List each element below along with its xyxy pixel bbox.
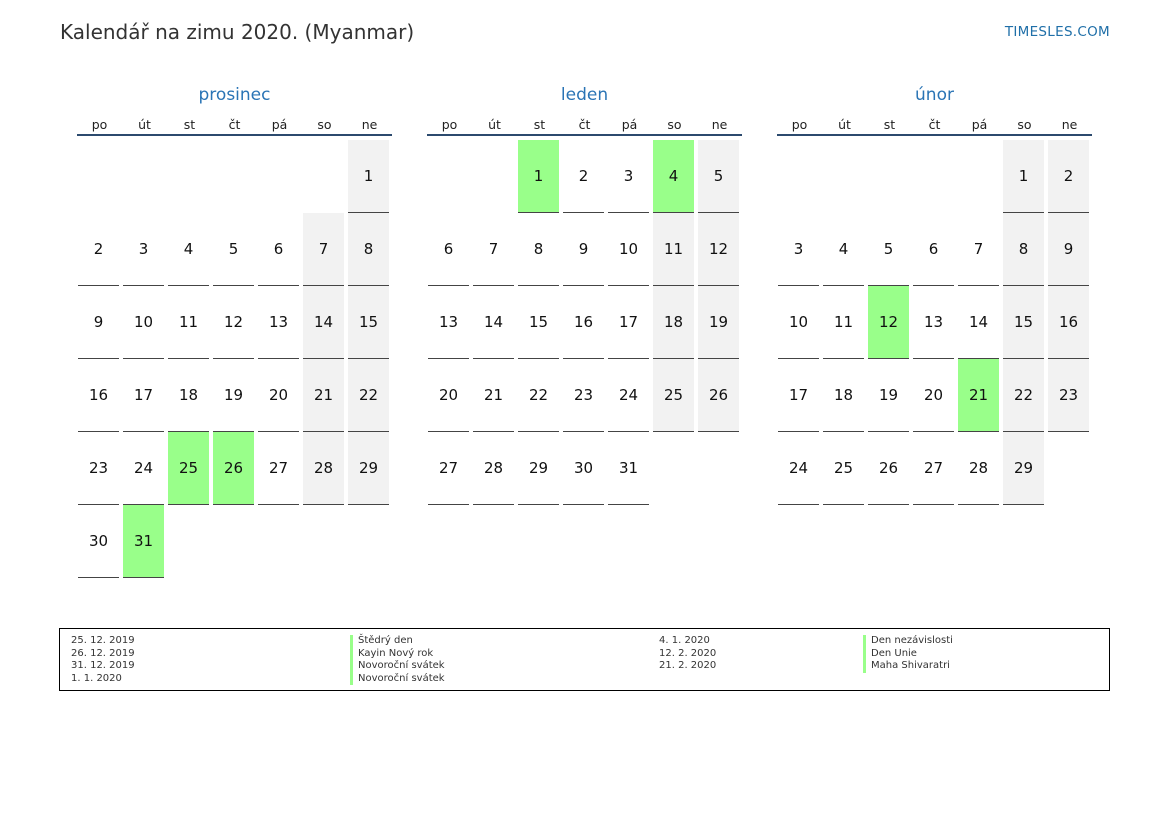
day-cell[interactable] [257,432,302,505]
day-number: 14 [473,286,514,359]
day-number: 5 [698,140,739,213]
empty-cell [122,140,167,213]
weekday-label: čt [228,117,241,132]
day-cell[interactable] [167,359,212,432]
empty-cell [427,140,472,213]
day-cell[interactable] [822,286,867,359]
day-cell[interactable] [122,432,167,505]
day-number: 2 [1048,140,1089,213]
day-number: 12 [868,286,909,359]
day-cell[interactable] [607,359,652,432]
day-cell[interactable] [122,359,167,432]
day-cell[interactable] [427,213,472,286]
day-number: 24 [608,359,649,432]
day-cell[interactable] [867,359,912,432]
day-cell[interactable] [1002,140,1047,213]
day-number: 16 [563,286,604,359]
day-number: 8 [348,213,389,286]
holiday-day-cell[interactable] [517,140,562,213]
legend-names-left [350,635,445,685]
day-number: 18 [653,286,694,359]
day-cell[interactable] [957,286,1002,359]
day-number: 3 [608,140,649,213]
day-number: 18 [823,359,864,432]
day-number: 8 [1003,213,1044,286]
day-number: 29 [1003,432,1044,505]
day-number: 5 [213,213,254,286]
day-cell[interactable] [777,213,822,286]
day-number: 10 [608,213,649,286]
month-calendar [77,84,392,578]
day-number: 15 [1003,286,1044,359]
day-cell[interactable] [212,359,257,432]
day-cell[interactable] [697,140,742,213]
day-cell[interactable] [822,432,867,505]
day-number: 6 [913,213,954,286]
day-cell[interactable] [77,213,122,286]
month-calendar [777,84,1092,505]
day-cell[interactable] [607,286,652,359]
day-cell[interactable] [472,286,517,359]
day-number: 1 [348,140,389,213]
empty-cell [212,140,257,213]
day-number: 14 [303,286,344,359]
day-cell[interactable] [607,213,652,286]
day-cell[interactable] [167,213,212,286]
day-number: 7 [473,213,514,286]
day-cell[interactable] [517,213,562,286]
day-number: 17 [778,359,819,432]
page-title: Kalendář na zimu 2020. (Myanmar) [60,20,415,44]
day-cell[interactable] [472,432,517,505]
day-number: 28 [303,432,344,505]
weekday-header [777,108,1092,136]
legend-date: 31. 12. 2019 [71,660,135,671]
day-number: 11 [653,213,694,286]
day-number: 22 [518,359,559,432]
day-cell[interactable] [257,286,302,359]
weekday-label: út [488,117,501,132]
legend-dates-left [71,635,135,685]
weekday-label: ne [361,117,378,132]
day-number: 7 [303,213,344,286]
empty-cell [867,140,912,213]
weekday-header [427,108,742,136]
day-number: 30 [563,432,604,505]
day-number: 27 [428,432,469,505]
day-number: 11 [168,286,209,359]
day-cell[interactable] [1047,213,1092,286]
day-grid [77,140,392,578]
weekday-label: po [791,117,808,132]
month-title: leden [560,85,609,105]
day-cell[interactable] [302,359,347,432]
day-cell[interactable] [867,432,912,505]
day-number: 21 [958,359,999,432]
day-number: 25 [168,432,209,505]
day-cell[interactable] [652,286,697,359]
day-number: 26 [698,359,739,432]
day-cell[interactable] [257,359,302,432]
day-cell[interactable] [517,286,562,359]
legend-dates-right [659,635,716,673]
day-cell[interactable] [347,286,392,359]
legend-date: 12. 2. 2020 [659,647,717,659]
day-number: 9 [563,213,604,286]
day-number: 30 [78,505,119,578]
day-number: 20 [428,359,469,432]
day-number: 26 [868,432,909,505]
day-number: 22 [348,359,389,432]
holiday-day-cell[interactable] [167,432,212,505]
day-number: 10 [123,286,164,359]
month-calendar [427,84,742,505]
day-cell[interactable] [347,213,392,286]
day-cell[interactable] [777,286,822,359]
holiday-legend [59,628,1110,691]
day-number: 19 [213,359,254,432]
weekday-header [77,108,392,136]
day-cell[interactable] [957,432,1002,505]
weekday-label: út [138,117,151,132]
day-number: 12 [213,286,254,359]
site-link[interactable]: TIMESLES.COM [1004,24,1110,40]
day-number: 14 [958,286,999,359]
day-number: 9 [78,286,119,359]
month-title: prosinec [198,85,271,105]
day-number: 25 [653,359,694,432]
legend-holiday-name: Novoroční svátek [350,660,445,673]
weekday-label: pá [621,117,638,132]
weekday-label: ne [711,117,728,132]
day-cell[interactable] [212,213,257,286]
day-number: 23 [563,359,604,432]
day-cell[interactable] [302,213,347,286]
day-number: 24 [123,432,164,505]
day-cell[interactable] [167,286,212,359]
empty-cell [257,140,302,213]
day-cell[interactable] [257,213,302,286]
day-number: 1 [1003,140,1044,213]
day-cell[interactable] [472,213,517,286]
day-cell[interactable] [697,359,742,432]
day-cell[interactable] [912,359,957,432]
day-cell[interactable] [347,359,392,432]
holiday-day-cell[interactable] [212,432,257,505]
day-number: 21 [303,359,344,432]
day-number: 29 [518,432,559,505]
day-number: 13 [913,286,954,359]
day-number: 25 [823,432,864,505]
holiday-day-cell[interactable] [957,359,1002,432]
legend-holiday-name: Novoroční svátek [350,673,445,686]
day-number: 20 [913,359,954,432]
day-cell[interactable] [347,432,392,505]
day-number: 2 [78,213,119,286]
legend-date: 25. 12. 2019 [71,635,135,646]
day-number: 22 [1003,359,1044,432]
day-cell[interactable] [1002,213,1047,286]
holiday-day-cell[interactable] [867,286,912,359]
legend-date: 26. 12. 2019 [71,647,135,659]
weekday-label: po [91,117,108,132]
legend-date: 4. 1. 2020 [659,635,710,646]
empty-cell [302,140,347,213]
day-number: 20 [258,359,299,432]
day-cell[interactable] [427,432,472,505]
weekday-label: čt [928,117,941,132]
empty-cell [472,140,517,213]
day-number: 3 [778,213,819,286]
day-cell[interactable] [697,213,742,286]
day-cell[interactable] [1002,432,1047,505]
holiday-day-cell[interactable] [652,140,697,213]
day-number: 13 [258,286,299,359]
month-title: únor [915,85,954,105]
empty-cell [167,140,212,213]
weekday-label: út [838,117,851,132]
day-cell[interactable] [472,359,517,432]
weekday-label: pá [271,117,288,132]
day-cell[interactable] [912,286,957,359]
weekday-label: so [1017,117,1032,132]
day-number: 10 [778,286,819,359]
day-cell[interactable] [1002,286,1047,359]
day-number: 5 [868,213,909,286]
day-cell[interactable] [77,286,122,359]
day-cell[interactable] [777,359,822,432]
weekday-label: so [317,117,332,132]
weekday-label: ne [1061,117,1078,132]
day-cell[interactable] [302,432,347,505]
day-cell[interactable] [1002,359,1047,432]
legend-holiday-name: Den nezávislosti [863,635,953,648]
day-cell[interactable] [1047,140,1092,213]
weekday-label: pá [971,117,988,132]
day-cell[interactable] [427,286,472,359]
day-cell[interactable] [912,213,957,286]
legend-holiday-name: Kayin Nový rok [350,648,445,661]
day-cell[interactable] [1047,359,1092,432]
day-number: 27 [913,432,954,505]
day-number: 27 [258,432,299,505]
empty-cell [912,140,957,213]
day-number: 24 [778,432,819,505]
day-number: 15 [348,286,389,359]
day-number: 1 [518,140,559,213]
day-cell[interactable] [212,286,257,359]
weekday-label: st [533,117,546,132]
empty-cell [777,140,822,213]
day-number: 23 [78,432,119,505]
day-cell[interactable] [777,432,822,505]
weekday-label: st [183,117,196,132]
day-number: 18 [168,359,209,432]
day-number: 9 [1048,213,1089,286]
day-number: 4 [653,140,694,213]
empty-cell [77,140,122,213]
day-number: 31 [608,432,649,505]
day-number: 6 [428,213,469,286]
day-cell[interactable] [77,432,122,505]
weekday-label: st [883,117,896,132]
day-cell[interactable] [122,213,167,286]
day-number: 4 [168,213,209,286]
empty-cell [822,140,867,213]
legend-names-right [863,635,953,673]
day-cell[interactable] [562,359,607,432]
day-grid [427,140,742,505]
day-cell[interactable] [957,213,1002,286]
day-cell[interactable] [607,432,652,505]
day-number: 19 [698,286,739,359]
legend-date: 21. 2. 2020 [659,660,717,671]
day-cell[interactable] [562,140,607,213]
day-number: 12 [698,213,739,286]
day-cell[interactable] [912,432,957,505]
day-number: 15 [518,286,559,359]
holiday-day-cell[interactable] [122,505,167,578]
day-cell[interactable] [822,213,867,286]
legend-holiday-name: Maha Shivaratri [863,660,953,673]
day-number: 3 [123,213,164,286]
day-cell[interactable] [607,140,652,213]
day-cell[interactable] [867,213,912,286]
day-number: 17 [123,359,164,432]
legend-holiday-name: Den Unie [863,648,953,661]
day-number: 31 [123,505,164,578]
day-cell[interactable] [697,286,742,359]
day-grid [777,140,1092,505]
day-number: 26 [213,432,254,505]
day-cell[interactable] [517,432,562,505]
day-cell[interactable] [562,213,607,286]
day-number: 4 [823,213,864,286]
day-number: 11 [823,286,864,359]
day-number: 28 [473,432,514,505]
day-number: 17 [608,286,649,359]
day-number: 2 [563,140,604,213]
day-cell[interactable] [77,359,122,432]
day-number: 28 [958,432,999,505]
day-number: 16 [78,359,119,432]
day-number: 29 [348,432,389,505]
day-number: 13 [428,286,469,359]
day-cell[interactable] [652,359,697,432]
day-cell[interactable] [562,432,607,505]
empty-cell [957,140,1002,213]
day-cell[interactable] [1047,286,1092,359]
day-cell[interactable] [517,359,562,432]
day-cell[interactable] [77,505,122,578]
legend-holiday-name: Štědrý den [350,635,445,648]
day-number: 19 [868,359,909,432]
day-cell[interactable] [562,286,607,359]
day-number: 16 [1048,286,1089,359]
day-cell[interactable] [122,286,167,359]
day-cell[interactable] [302,286,347,359]
day-number: 6 [258,213,299,286]
day-cell[interactable] [347,140,392,213]
day-number: 7 [958,213,999,286]
day-cell[interactable] [822,359,867,432]
day-number: 21 [473,359,514,432]
day-number: 23 [1048,359,1089,432]
day-number: 8 [518,213,559,286]
weekday-label: čt [578,117,591,132]
day-cell[interactable] [652,213,697,286]
weekday-label: so [667,117,682,132]
day-cell[interactable] [427,359,472,432]
weekday-label: po [441,117,458,132]
legend-date: 1. 1. 2020 [71,672,122,684]
